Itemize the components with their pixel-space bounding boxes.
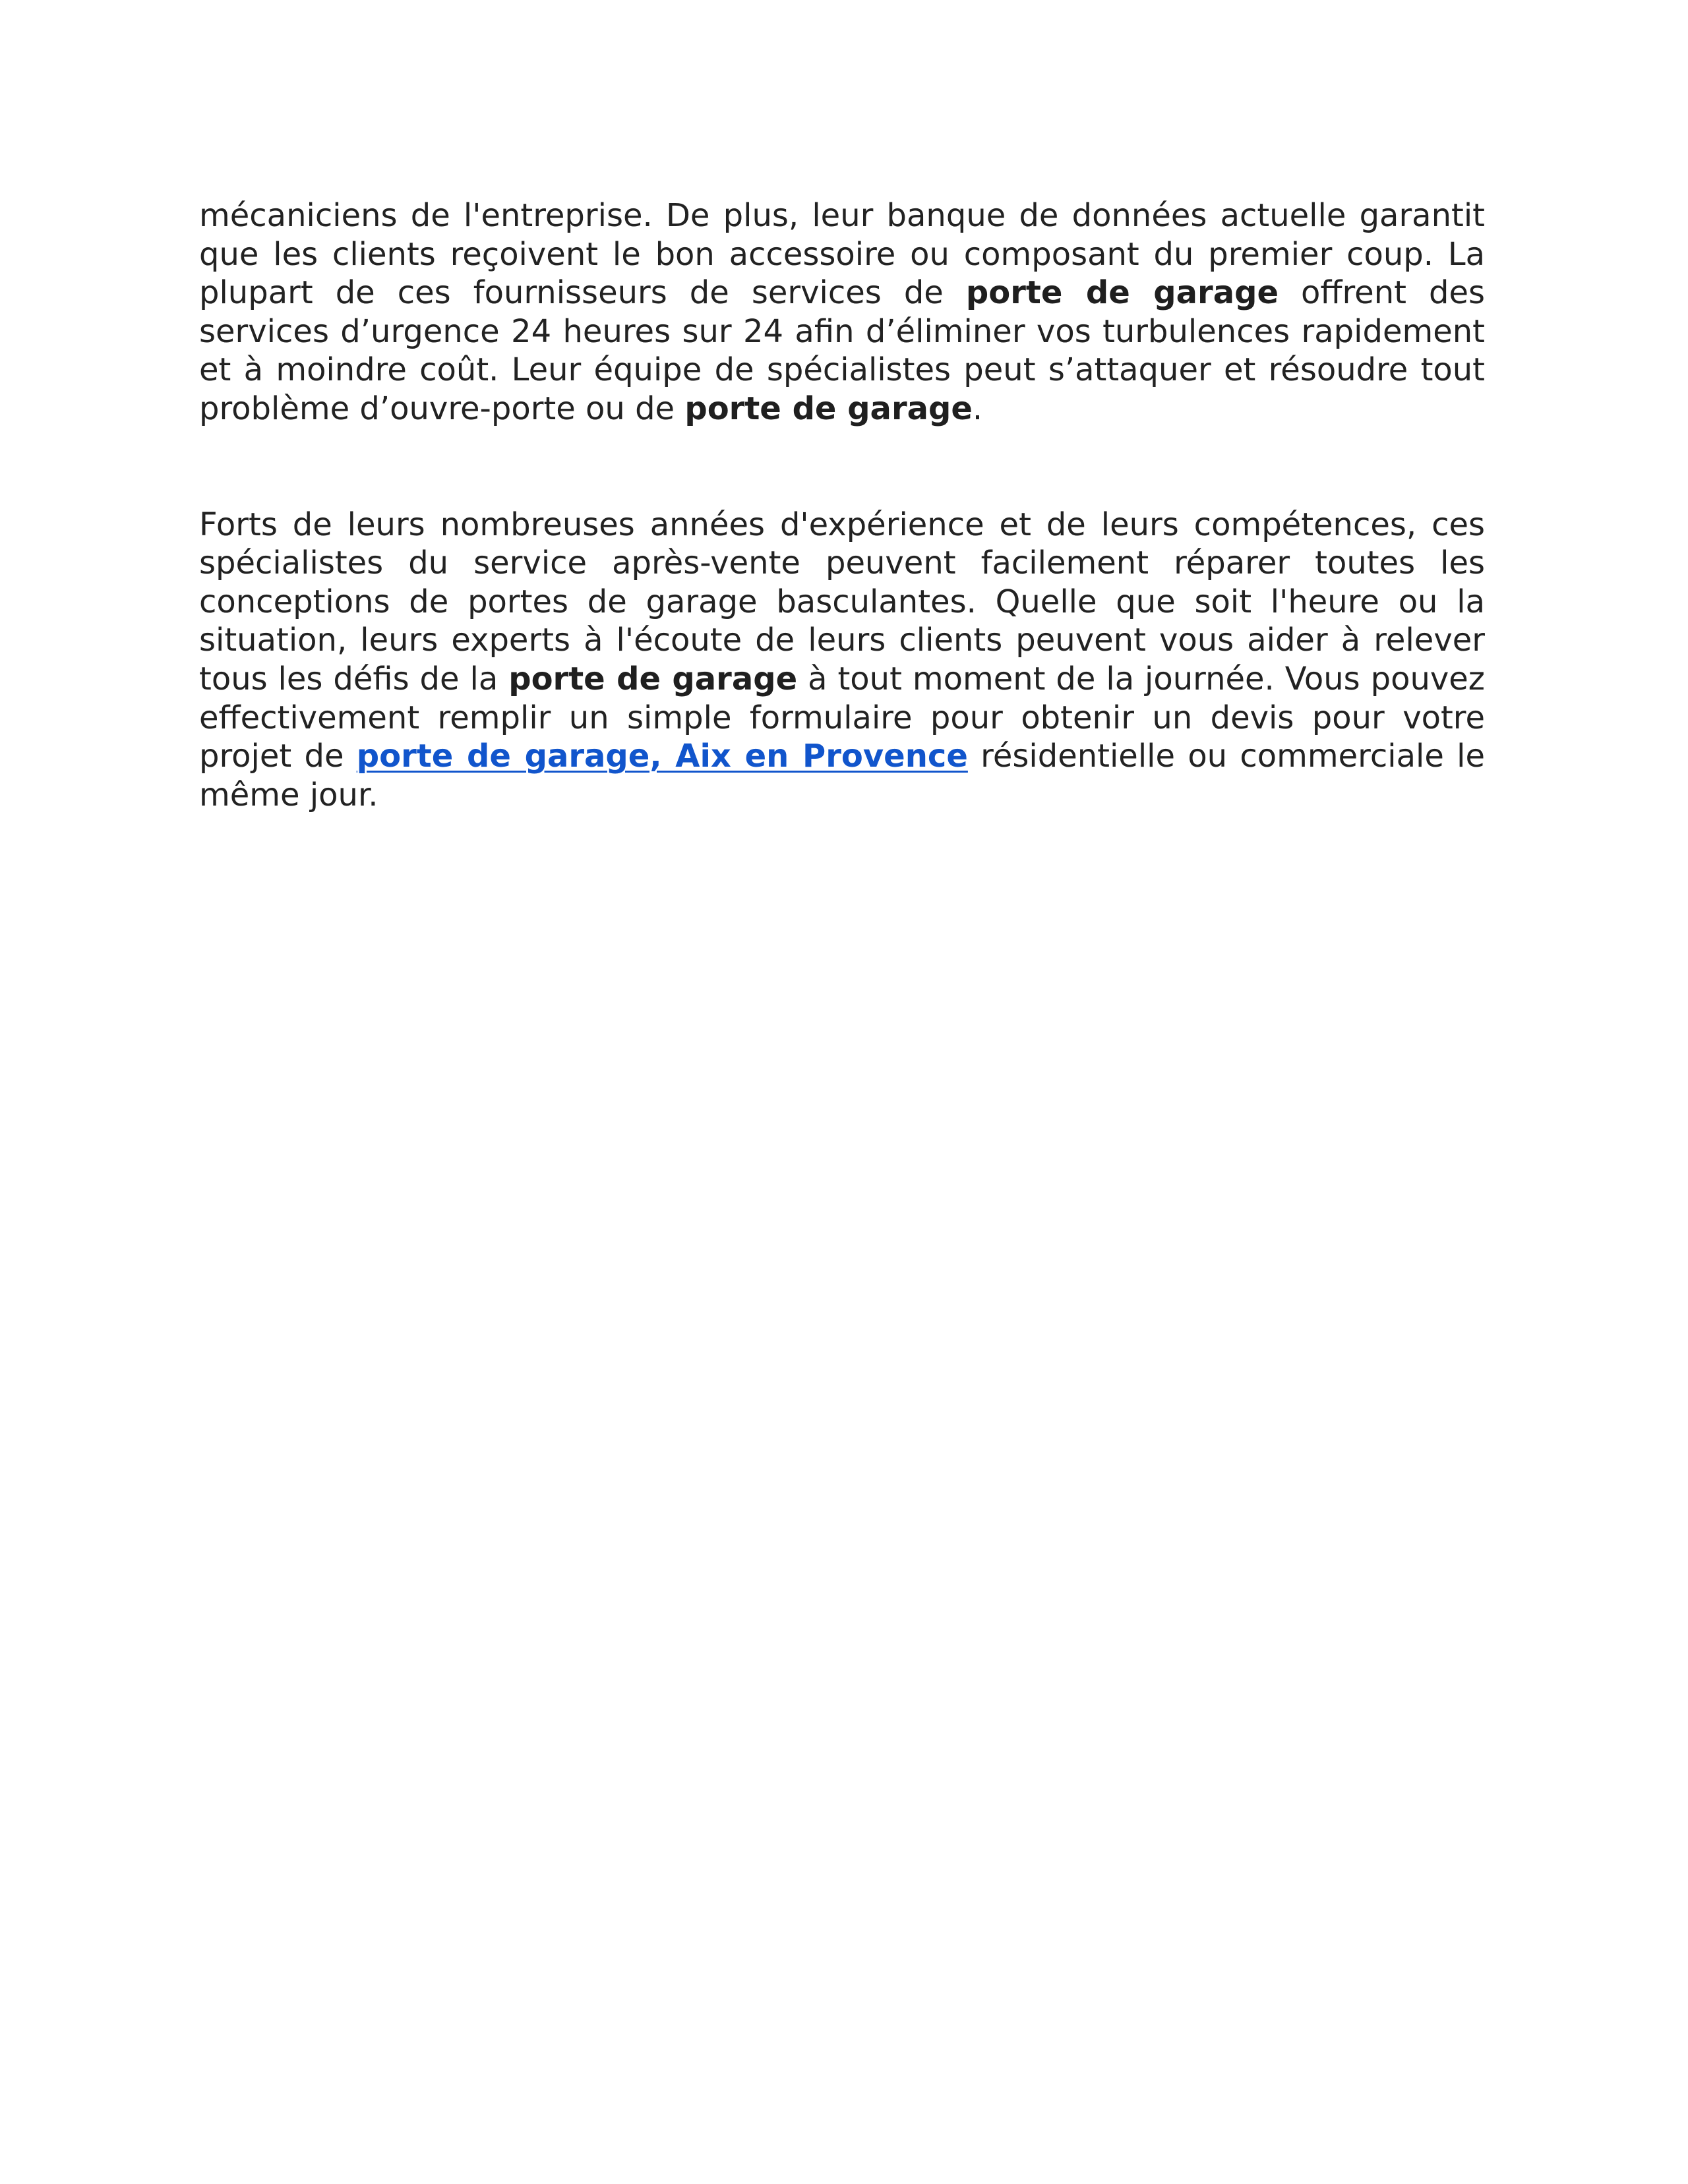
bold-keyword: porte de garage bbox=[684, 390, 973, 427]
text-segment: mécaniciens de l'entreprise. De plus, leur banque de données actuelle garantit que les clients reçoivent le bon accessoire ou composant du premier coup. La plupart de ces fournisseurs de services de bbox=[199, 197, 1485, 312]
paragraph-1 bbox=[199, 196, 1485, 428]
text-segment: . bbox=[972, 390, 983, 427]
text-segment: à tout moment de la journée. Vous pouvez effectivement remplir un simple formulaire pour obtenir un devis pour votre projet de bbox=[199, 660, 1485, 775]
bold-keyword: porte de garage bbox=[965, 274, 1279, 312]
bold-keyword: porte de garage bbox=[508, 660, 798, 697]
text-segment: Forts de leurs nombreuses années d'expérience et de leurs compétences, ces spécialistes du service après-vente peuvent facilement réparer toutes les conceptions de portes de garage basculantes. Quelle que soit l'heure ou la situation, leurs experts à l'écoute de leurs clients peuvent vous aider à relever tous les défis de la bbox=[199, 506, 1485, 697]
text-segment: résidentielle ou commerciale le même jour. bbox=[199, 738, 1486, 813]
document-body bbox=[199, 196, 1485, 814]
porte-de-garage-link[interactable]: porte de garage, Aix en Provence bbox=[356, 738, 968, 775]
paragraph-2 bbox=[199, 506, 1485, 815]
text-segment: offrent des services d’urgence 24 heures sur 24 afin d’éliminer vos turbulences rapidement et à moindre coût. Leur équipe de spécialistes peut s’attaquer et résoudre tout problème d’ouvre-porte ou de bbox=[199, 274, 1485, 427]
